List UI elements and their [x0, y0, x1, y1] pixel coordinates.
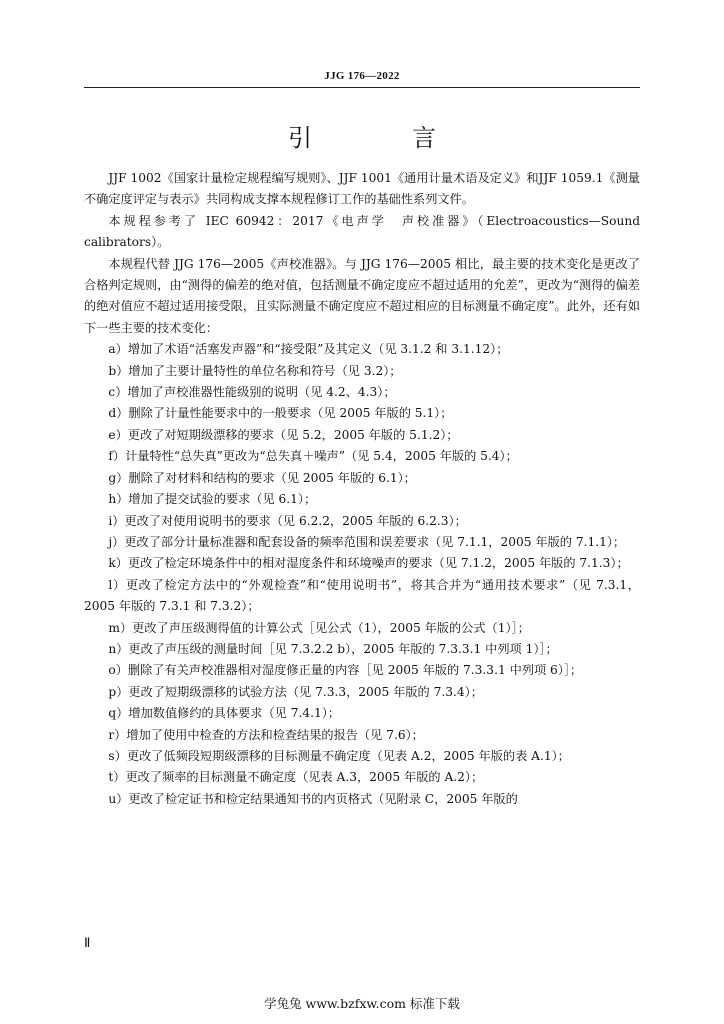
change-item-p: p）更改了短期级漂移的试验方法（见 7.3.3，2005 年版的 7.3.4）；	[108, 684, 483, 699]
site-footer: 学兔兔 www.bzfxw.com 标准下载	[264, 996, 460, 1011]
change-item-c: c）增加了声校准器性能级别的说明（见 4.2、4.3）；	[108, 385, 396, 400]
change-item-e: e）更改了对短期级漂移的要求（见 5.2，2005 年版的 5.1.2）；	[108, 427, 459, 442]
page-number: Ⅱ	[84, 935, 91, 950]
header-divider	[84, 87, 640, 88]
change-item-q: q）增加数值修约的具体要求（见 7.4.1）；	[108, 706, 340, 721]
document-code-header: JJG 176—2022	[324, 70, 400, 82]
paragraph-iec-reference: 本规程参考了 IEC 60942：2017《电声学 声校准器》（Electroacoustics—Sound calibrators）。	[84, 213, 640, 250]
change-item-s: s）更改了低频段短期级漂移的目标测量不确定度（见表 A.2，2005 年版的表 A.1）；	[108, 748, 570, 763]
change-item-u: u）更改了检定证书和检定结果通知书的内页格式（见附录 C，2005 年版的	[108, 791, 518, 806]
paragraph-references: JJF 1002《国家计量检定规程编写规则》、JJF 1001《通用计量术语及定义》和JJF 1059.1《测量不确定度评定与表示》共同构成支撑本规程修订工作的基础性系列文件。	[84, 171, 640, 207]
change-item-h: h）增加了提交试验的要求（见 6.1）；	[108, 492, 317, 507]
change-item-f: f）计量特性“总失真”更改为“总失真＋噪声”（见 5.4，2005 年版的 5.4）；	[108, 449, 518, 464]
change-item-a: a）增加了术语“活塞发声器”和“接受限”及其定义（见 3.1.2 和 3.1.12）；	[108, 342, 509, 357]
change-item-i: i）更改了对使用说明书的要求（见 6.2.2，2005 年版的 6.2.3）；	[108, 513, 467, 528]
change-item-o: o）删除了有关声校准器相对湿度修正量的内容［见 2005 年版的 7.3.3.1 中列项 6）］；	[108, 663, 583, 678]
section-title: 引 言	[288, 124, 474, 152]
change-item-k: k）更改了检定环境条件中的相对湿度条件和环境噪声的要求（见 7.1.2，2005 年版的 7.1.3）；	[108, 556, 629, 571]
document-body	[84, 168, 640, 810]
change-item-l: l）更改了检定方法中的“外观检查”和“使用说明书”，将其合并为“通用技术要求”（见 7.3.1，2005 年版的 7.3.1 和 7.3.2）；	[84, 577, 640, 614]
change-item-j: j）更改了部分计量标准器和配套设备的频率范围和误差要求（见 7.1.1，2005 年版的 7.1.1）；	[108, 534, 626, 549]
change-item-r: r）增加了使用中检查的方法和检查结果的报告（见 7.6）；	[108, 727, 424, 742]
paragraph-replacement: 本规程代替 JJG 176—2005《声校准器》。与 JJG 176—2005 相比，最主要的技术变化是更改了合格判定规则，由“测得的偏差的绝对值，包括测量不确定度应不超过适用的允差”，更改为“测得的偏差的绝对值应不超过适用接受限，且实际测量不确定度应不超过相应的目标测量不确定度”。此外，还有如下一些主要的技术变化：	[84, 256, 640, 335]
change-item-g: g）删除了对材料和结构的要求（见 2005 年版的 6.1）；	[108, 470, 416, 485]
change-item-b: b）增加了主要计量特性的单位名称和符号（见 3.2）；	[108, 363, 402, 378]
change-item-d: d）删除了计量性能要求中的一般要求（见 2005 年版的 5.1）；	[108, 406, 453, 421]
change-item-n: n）更改了声压级的测量时间［见 7.3.2.2 b），2005 年版的 7.3.3.1 中列项 1）］；	[108, 641, 558, 656]
change-item-t: t）更改了频率的目标测量不确定度（见表 A.3，2005 年版的 A.2）；	[108, 770, 484, 785]
change-item-m: m）更改了声压级测得值的计算公式［见公式（1），2005 年版的公式（1）］；	[108, 620, 530, 635]
